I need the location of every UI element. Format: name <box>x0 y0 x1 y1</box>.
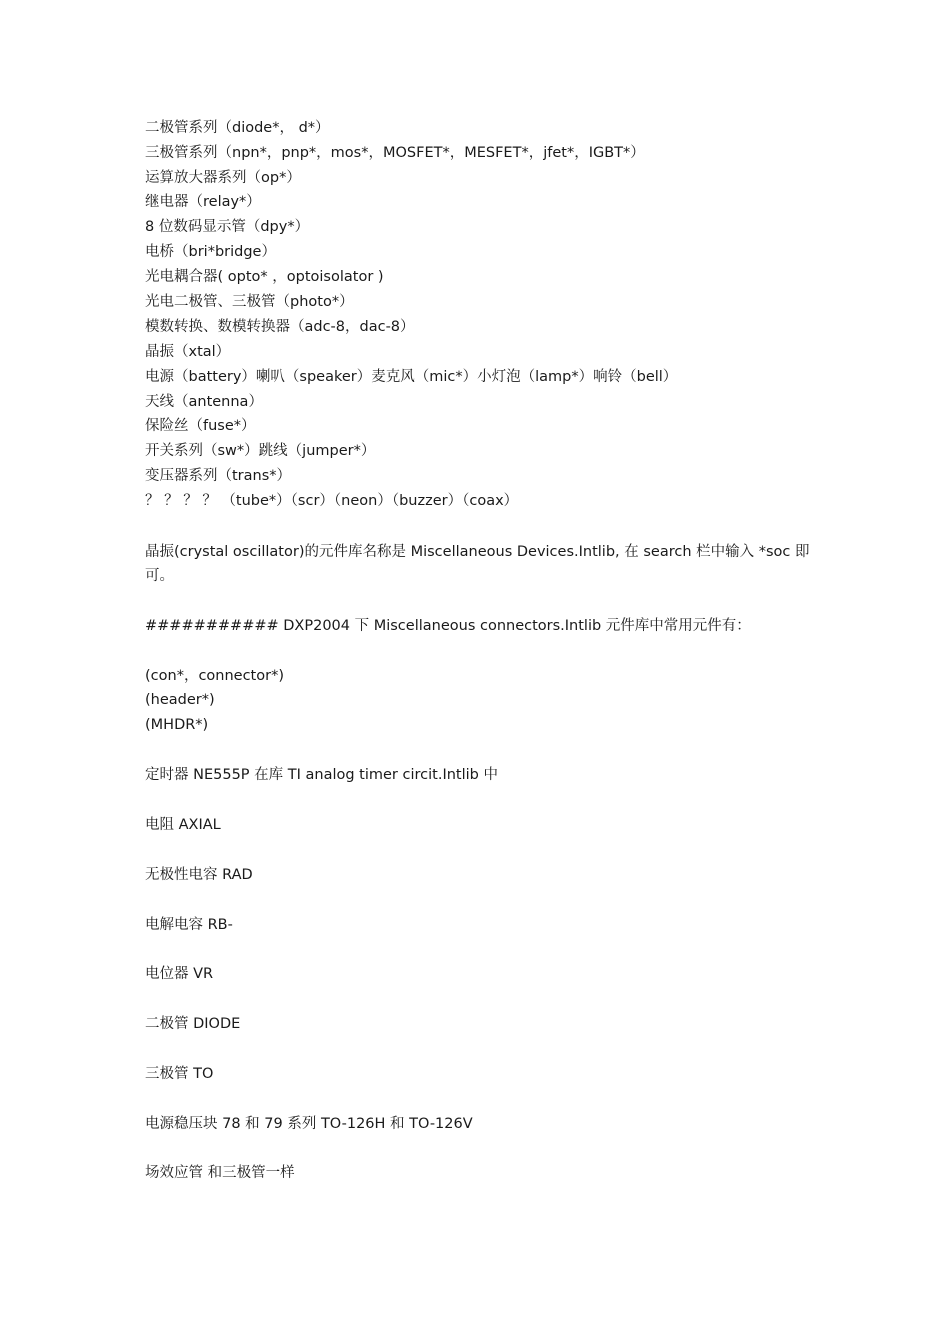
text-line: 运算放大器系列（op*） <box>145 170 301 186</box>
text-line: 8 位数码显示管（dpy*） <box>145 219 310 235</box>
text-line: 开关系列（sw*）跳线（jumper*） <box>145 443 376 459</box>
connector-item: (MHDR*) <box>145 717 209 733</box>
footprint-line: 场效应管 和三极管一样 <box>145 1165 295 1181</box>
footprint-line: 电解电容 RB- <box>145 917 233 933</box>
text-line: ？ ？ ？ ？ （tube*）（scr）（neon）（buzzer）（coax） <box>145 493 519 509</box>
footprint-line: 二极管 DIODE <box>145 1016 241 1032</box>
connector-item: (con*，connector*) <box>145 668 284 684</box>
footprint-line: 电位器 VR <box>145 966 214 982</box>
footprint-line: 电阻 AXIAL <box>145 817 221 833</box>
connectors-heading: ########### DXP2004 下 Miscellaneous connectors.Intlib 元件库中常用元件有： <box>145 618 751 634</box>
text-line: 电源（battery）喇叭（speaker）麦克风（mic*）小灯泡（lamp*）响铃（bell） <box>145 369 678 385</box>
text-line: 变压器系列（trans*） <box>145 468 292 484</box>
footprint-line: 三极管 TO <box>145 1066 214 1082</box>
text-line: 三极管系列（npn*，pnp*，mos*，MOSFET*，MESFET*，jfet*，IGBT*） <box>145 145 645 161</box>
footprint-line: 电源稳压块 78 和 79 系列 TO-126H 和 TO-126V <box>145 1116 473 1132</box>
text-line: 光电二极管、三极管（photo*） <box>145 294 354 310</box>
timer-note: 定时器 NE555P 在库 TI analog timer circit.Intlib 中 <box>145 767 498 783</box>
text-line: 二极管系列（diode*， d*） <box>145 120 330 136</box>
crystal-note: 晶振(crystal oscillator)的元件库名称是 Miscellaneous Devices.Intlib, 在 search 栏中输入 *soc 即可。 <box>145 544 810 584</box>
text-line: 天线（antenna） <box>145 394 263 410</box>
text-line: 模数转换、数模转换器（adc-8，dac-8） <box>145 319 415 335</box>
text-line: 继电器（relay*） <box>145 194 261 210</box>
text-line: 光电耦合器( opto* ，optoisolator ) <box>145 269 384 285</box>
text-line: 晶振（xtal） <box>145 344 231 360</box>
footprint-line: 无极性电容 RAD <box>145 867 253 883</box>
text-line: 保险丝（fuse*） <box>145 418 256 434</box>
connector-item: (header*) <box>145 692 215 708</box>
text-line: 电桥（bri*bridge） <box>145 244 276 260</box>
